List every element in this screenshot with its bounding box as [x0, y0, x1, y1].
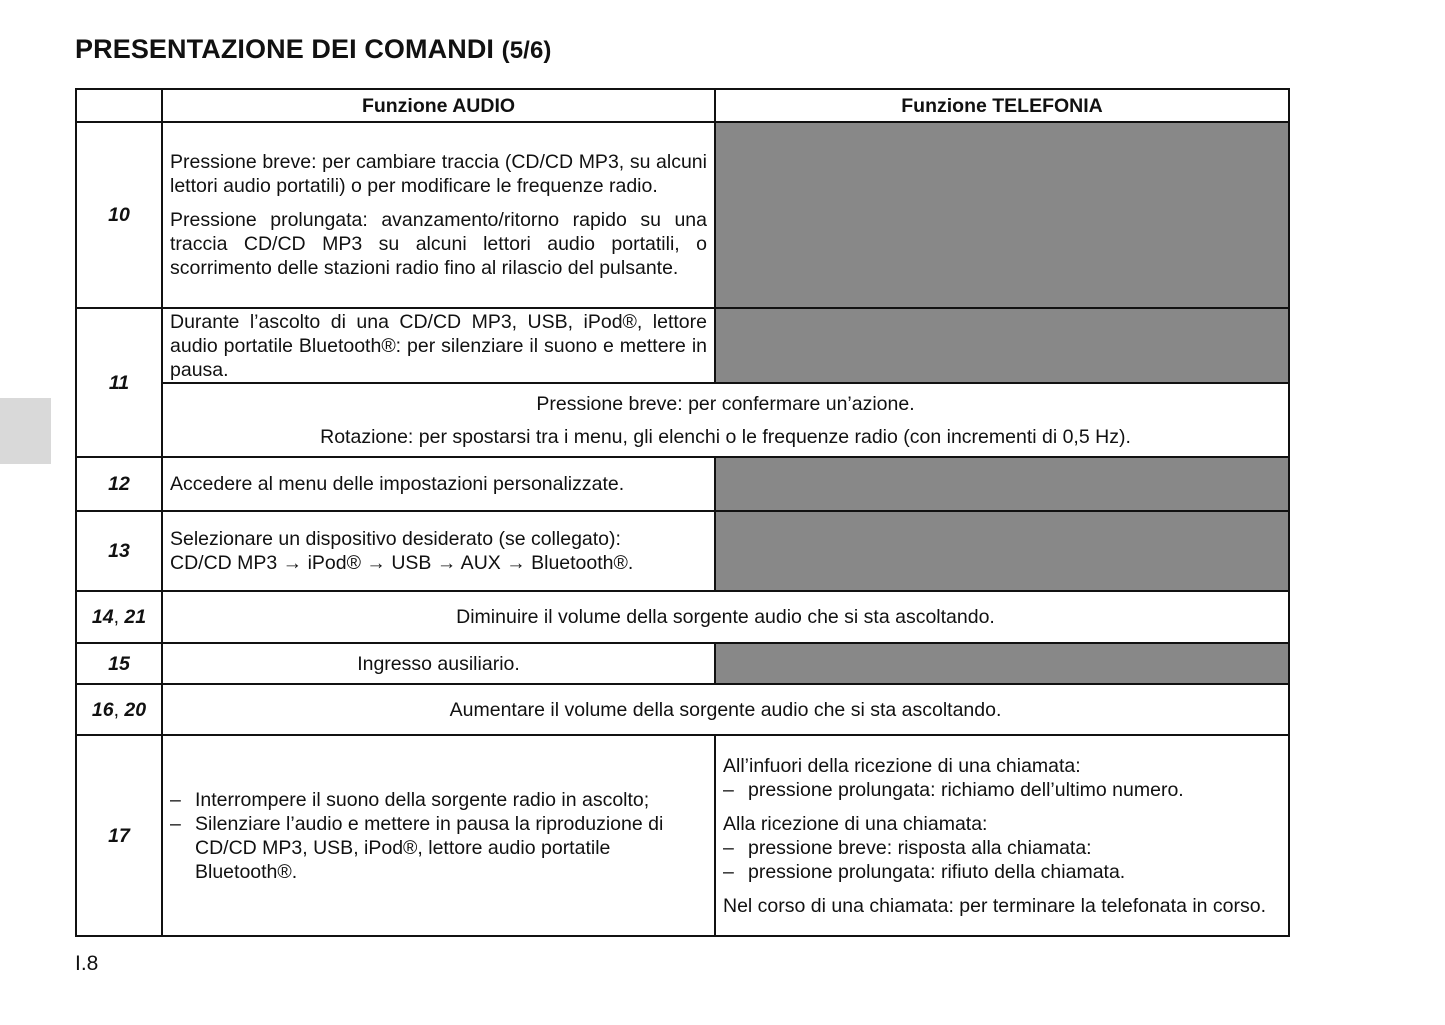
table-row	[76, 591, 1289, 643]
table-row	[76, 383, 1289, 457]
table-row	[76, 457, 1289, 511]
header-telephony: Funzione TELEFONIA	[715, 89, 1289, 122]
controls-table	[75, 88, 1290, 937]
audio-function-text: Accedere al menu delle impostazioni personalizzate.	[170, 473, 625, 495]
page-title	[75, 34, 552, 65]
section-side-tab	[0, 398, 51, 464]
list-item: – pressione breve: risposta alla chiamata:	[723, 836, 1281, 860]
audio-function-text: Pressione prolungata: avanzamento/ritorno rapido su una traccia CD/CD MP3 su alcuni lettori audio portatili, o scorrimento delle stazioni radio fino al rilascio del pulsante.	[170, 209, 707, 279]
audio-function-cell	[162, 511, 715, 591]
control-number-a: 16	[91, 698, 114, 721]
control-number: 13	[76, 511, 162, 591]
control-number: 15	[76, 643, 162, 684]
unavailable-cell	[715, 511, 1289, 591]
list-item: – pressione prolungata: richiamo dell’ultimo numero.	[723, 778, 1281, 802]
control-number: 17	[76, 735, 162, 936]
shared-function-cell	[162, 383, 1289, 457]
telephony-heading: Alla ricezione di una chiamata:	[723, 812, 988, 835]
control-number-a: 14	[91, 606, 114, 628]
control-number	[76, 591, 162, 643]
control-number	[76, 684, 162, 735]
audio-function-text: Ingresso ausiliario.	[357, 652, 520, 675]
audio-function-cell	[162, 735, 715, 936]
audio-function-cell	[162, 457, 715, 511]
page-title-main: PRESENTAZIONE DEI COMANDI	[75, 34, 495, 64]
header-audio: Funzione AUDIO	[162, 89, 715, 122]
control-number-b: 21	[124, 606, 147, 628]
telephony-heading: All’infuori della ricezione di una chiamata:	[723, 754, 1081, 777]
list-item: – Silenziare l’audio e mettere in pausa la riproduzione di CD/CD MP3, USB, iPod®, lettore audio portatile Bluetooth®.	[170, 812, 707, 884]
audio-function-text: Durante l’ascolto di una CD/CD MP3, USB, iPod®, lettore audio portatile Bluetooth®: per silenziare il suono e mettere in pausa.	[170, 310, 707, 381]
control-number-separator: ,	[113, 606, 119, 628]
shared-function-cell	[162, 684, 1289, 735]
table-row	[76, 308, 1289, 383]
telephony-block-idle	[723, 754, 1281, 802]
audio-function-text: CD/CD MP3 → iPod® → USB → AUX → Bluetooth®.	[170, 552, 634, 574]
table-row	[76, 684, 1289, 735]
page-number: I.8	[75, 952, 99, 975]
shared-function-text: Aumentare il volume della sorgente audio che si sta ascoltando.	[449, 698, 1002, 721]
unavailable-cell	[715, 643, 1289, 684]
shared-function-text: Pressione breve: per confermare un’azione.	[536, 392, 915, 415]
control-number: 12	[76, 457, 162, 511]
audio-function-text: Selezionare un dispositivo desiderato (se collegato):	[170, 528, 621, 550]
list-item: – Interrompere il suono della sorgente radio in ascolto;	[170, 788, 707, 812]
shared-function-text: Diminuire il volume della sorgente audio che si sta ascoltando.	[456, 606, 995, 628]
telephony-function-cell	[715, 735, 1289, 936]
telephony-during-call: Nel corso di una chiamata: per terminare la telefonata in corso.	[723, 894, 1267, 917]
table-row	[76, 122, 1289, 308]
audio-function-cell	[162, 308, 715, 383]
audio-function-list	[170, 788, 707, 884]
list-item: – pressione prolungata: rifiuto della chiamata.	[723, 860, 1281, 884]
unavailable-cell	[715, 308, 1289, 383]
control-number: 10	[76, 122, 162, 308]
header-number	[76, 89, 162, 122]
control-number: 11	[76, 308, 162, 457]
shared-function-cell	[162, 591, 1289, 643]
unavailable-cell	[715, 122, 1289, 308]
table-row	[76, 643, 1289, 684]
table-row	[76, 735, 1289, 936]
telephony-list	[723, 778, 1281, 802]
unavailable-cell	[715, 457, 1289, 511]
control-number-separator: ,	[113, 698, 119, 721]
table-header-row	[76, 89, 1289, 122]
shared-function-text: Rotazione: per spostarsi tra i menu, gli elenchi o le frequenze radio (con incrementi di 0,5 Hz).	[320, 425, 1131, 448]
telephony-block-incoming	[723, 812, 1281, 884]
telephony-list	[723, 836, 1281, 884]
table-row	[76, 511, 1289, 591]
audio-function-cell	[162, 122, 715, 308]
audio-function-text: Pressione breve: per cambiare traccia (CD/CD MP3, su alcuni lettori audio portatili) o per modificare le frequenze radio.	[170, 151, 707, 197]
page-title-suffix: (5/6)	[501, 37, 552, 64]
control-number-b: 20	[124, 698, 147, 721]
audio-function-cell	[162, 643, 715, 684]
